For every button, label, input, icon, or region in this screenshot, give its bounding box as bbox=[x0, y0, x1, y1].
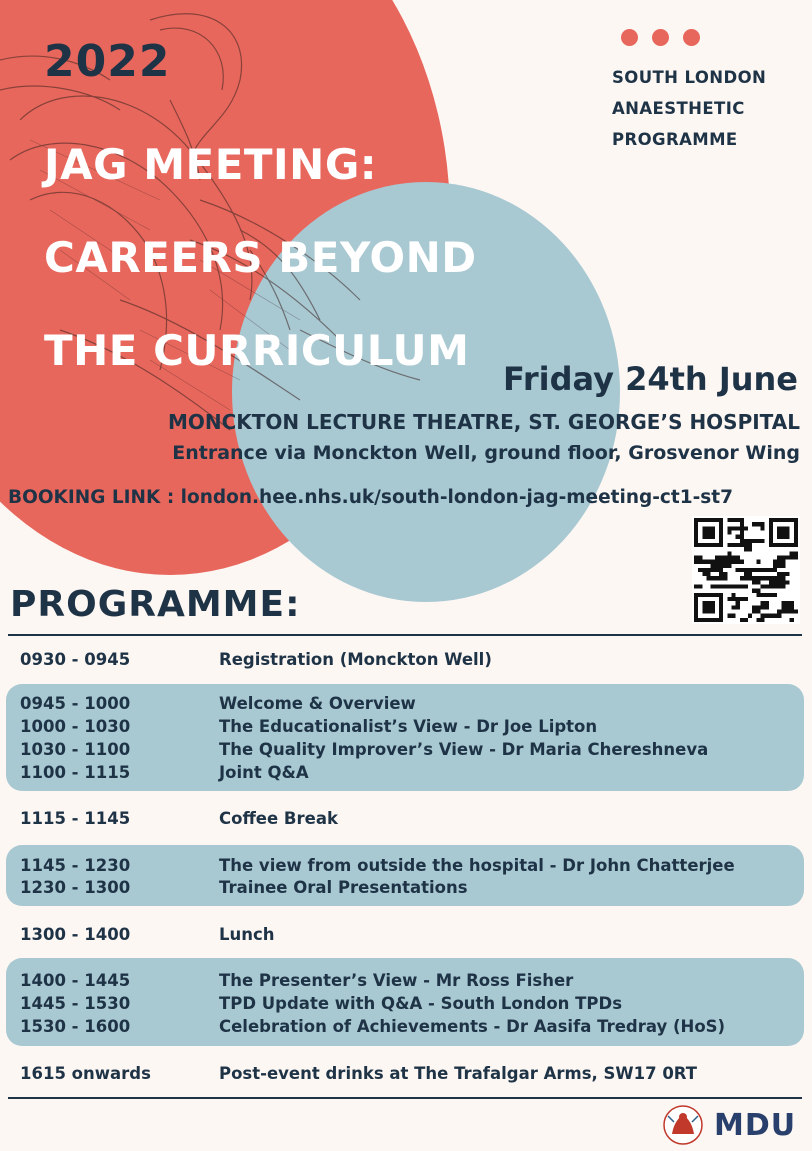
title-line: CAREERS BEYOND bbox=[44, 233, 477, 282]
programme-row bbox=[20, 809, 338, 828]
programme-row bbox=[20, 994, 622, 1013]
programme-row bbox=[20, 1017, 725, 1036]
session-time: 1000 - 1030 bbox=[20, 717, 131, 736]
booking-link[interactable]: BOOKING LINK : london.hee.nhs.uk/south-london-jag-meeting-ct1-st7 bbox=[8, 487, 734, 508]
programme-row bbox=[20, 650, 492, 669]
session-time: 1300 - 1400 bbox=[20, 925, 131, 944]
sponsor-logo bbox=[660, 1104, 796, 1146]
dot-icon bbox=[652, 29, 669, 46]
organiser-line: PROGRAMME bbox=[612, 130, 738, 149]
programme-row bbox=[20, 717, 597, 736]
session-title: Coffee Break bbox=[219, 809, 338, 828]
mdu-logo-icon bbox=[660, 1104, 706, 1146]
divider bbox=[8, 1097, 802, 1099]
organiser-line: ANAESTHETIC bbox=[612, 99, 745, 118]
session-time: 1400 - 1445 bbox=[20, 971, 131, 990]
session-time: 1230 - 1300 bbox=[20, 878, 131, 897]
session-time: 0930 - 0945 bbox=[20, 650, 131, 669]
decorative-dots bbox=[621, 29, 700, 46]
divider bbox=[8, 634, 802, 636]
programme-row bbox=[20, 740, 708, 759]
organiser-line: SOUTH LONDON bbox=[612, 68, 767, 87]
programme-row bbox=[20, 856, 735, 875]
event-entrance: Entrance via Monckton Well, ground floor, Grosvenor Wing bbox=[172, 442, 800, 464]
session-title: Post-event drinks at The Trafalgar Arms, SW17 0RT bbox=[219, 1064, 698, 1083]
programme-row bbox=[20, 1064, 697, 1083]
session-title: Joint Q&A bbox=[219, 763, 309, 782]
session-time: 1030 - 1100 bbox=[20, 740, 131, 759]
programme-row bbox=[20, 763, 309, 782]
event-year: 2022 bbox=[44, 36, 171, 87]
qr-code-icon[interactable] bbox=[692, 516, 800, 624]
session-time: 0945 - 1000 bbox=[20, 694, 131, 713]
programme-row bbox=[20, 971, 573, 990]
sponsor-name: MDU bbox=[714, 1107, 797, 1143]
session-title: The Educationalist’s View - Dr Joe Lipton bbox=[219, 717, 598, 736]
programme-row bbox=[20, 878, 468, 897]
session-title: Registration (Monckton Well) bbox=[219, 650, 492, 669]
session-title: Celebration of Achievements - Dr Aasifa Tredray (HoS) bbox=[219, 1017, 726, 1036]
programme-heading: PROGRAMME: bbox=[10, 584, 301, 625]
session-title: Lunch bbox=[219, 925, 275, 944]
session-time: 1615 onwards bbox=[20, 1064, 151, 1083]
session-time: 1100 - 1115 bbox=[20, 763, 131, 782]
dot-icon bbox=[621, 29, 638, 46]
session-title: Welcome & Overview bbox=[219, 694, 416, 713]
session-title: Trainee Oral Presentations bbox=[219, 878, 468, 897]
session-time: 1445 - 1530 bbox=[20, 994, 131, 1013]
event-date: Friday 24th June bbox=[503, 360, 798, 398]
programme-row bbox=[20, 925, 275, 944]
session-title: The Presenter’s View - Mr Ross Fisher bbox=[219, 971, 574, 990]
session-title: The view from outside the hospital - Dr John Chatterjee bbox=[219, 856, 735, 875]
event-venue: MONCKTON LECTURE THEATRE, ST. GEORGE’S HOSPITAL bbox=[167, 410, 800, 434]
session-time: 1115 - 1145 bbox=[20, 809, 131, 828]
session-time: 1530 - 1600 bbox=[20, 1017, 131, 1036]
title-line: THE CURRICULUM bbox=[44, 326, 470, 375]
dot-icon bbox=[683, 29, 700, 46]
programme-row bbox=[20, 694, 416, 713]
session-time: 1145 - 1230 bbox=[20, 856, 131, 875]
session-title: The Quality Improver’s View - Dr Maria Chereshneva bbox=[219, 740, 709, 759]
organiser-name bbox=[612, 62, 802, 155]
event-title bbox=[44, 118, 477, 397]
session-title: TPD Update with Q&A - South London TPDs bbox=[219, 994, 623, 1013]
title-line: JAG MEETING: bbox=[44, 140, 378, 189]
